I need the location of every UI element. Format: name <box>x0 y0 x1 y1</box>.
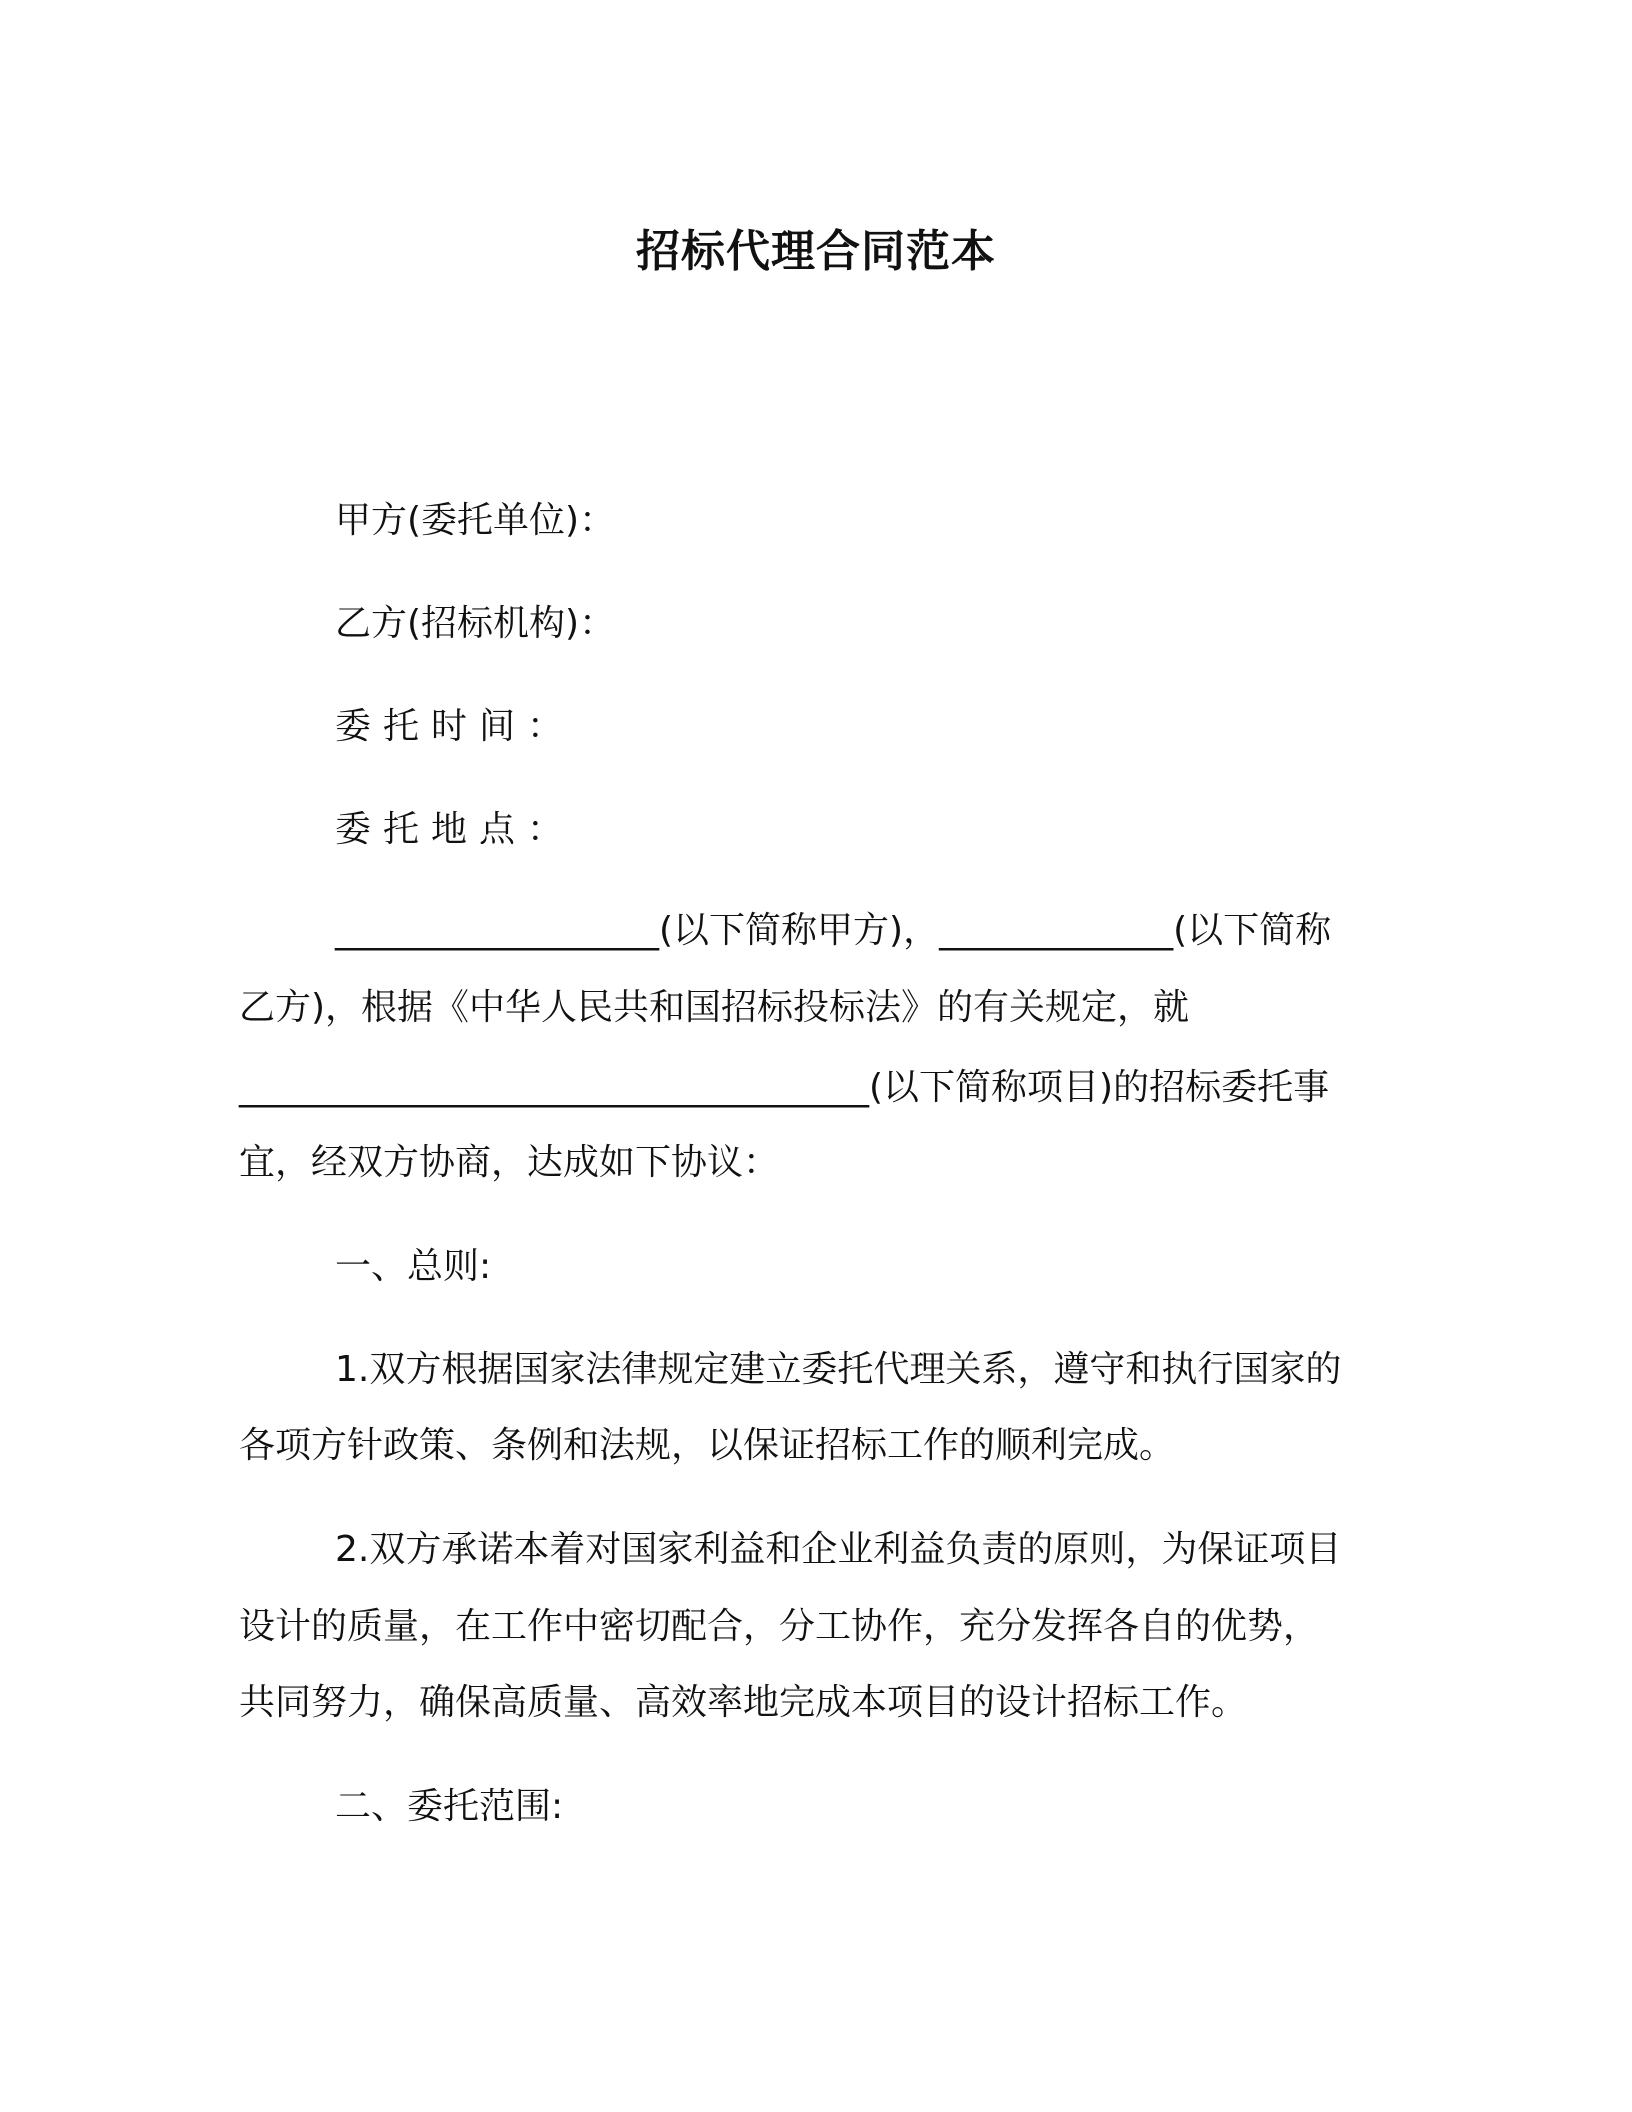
clause-2-line: 共同努力，确保高质量、高效率地完成本项目的设计招标工作。 <box>239 1682 1248 1723</box>
preamble-line: __________________(以下简称甲方)，_____________(以下简称 <box>335 910 1332 951</box>
preamble-line: 宜，经双方协商，达成如下协议： <box>239 1142 780 1183</box>
clause-1-line: 1.双方根据国家法律规定建立委托代理关系，遵守和执行国家的 <box>335 1349 1342 1390</box>
entrust-time-field: 委托时间： <box>335 706 576 747</box>
section-heading-general: 一、总则: <box>335 1246 492 1287</box>
clause-2-line: 2.双方承诺本着对国家利益和企业利益负责的原则，为保证项目 <box>335 1529 1342 1570</box>
section-heading-scope: 二、委托范围: <box>335 1786 564 1827</box>
preamble-line: ___________________________________(以下简称项目)的招标委托事 <box>239 1067 1330 1108</box>
preamble-line: 乙方)，根据《中华人民共和国招标投标法》的有关规定，就 <box>239 987 1190 1028</box>
party-b-field: 乙方(招标机构)： <box>335 603 616 644</box>
entrust-place-field: 委托地点： <box>335 809 576 850</box>
party-a-field: 甲方(委托单位)： <box>335 500 616 541</box>
document-title: 招标代理合同范本 <box>636 226 996 277</box>
clause-1-line: 各项方针政策、条例和法规，以保证招标工作的顺利完成。 <box>239 1425 1176 1466</box>
clause-2-line: 设计的质量，在工作中密切配合，分工协作，充分发挥各自的优势， <box>239 1606 1320 1647</box>
